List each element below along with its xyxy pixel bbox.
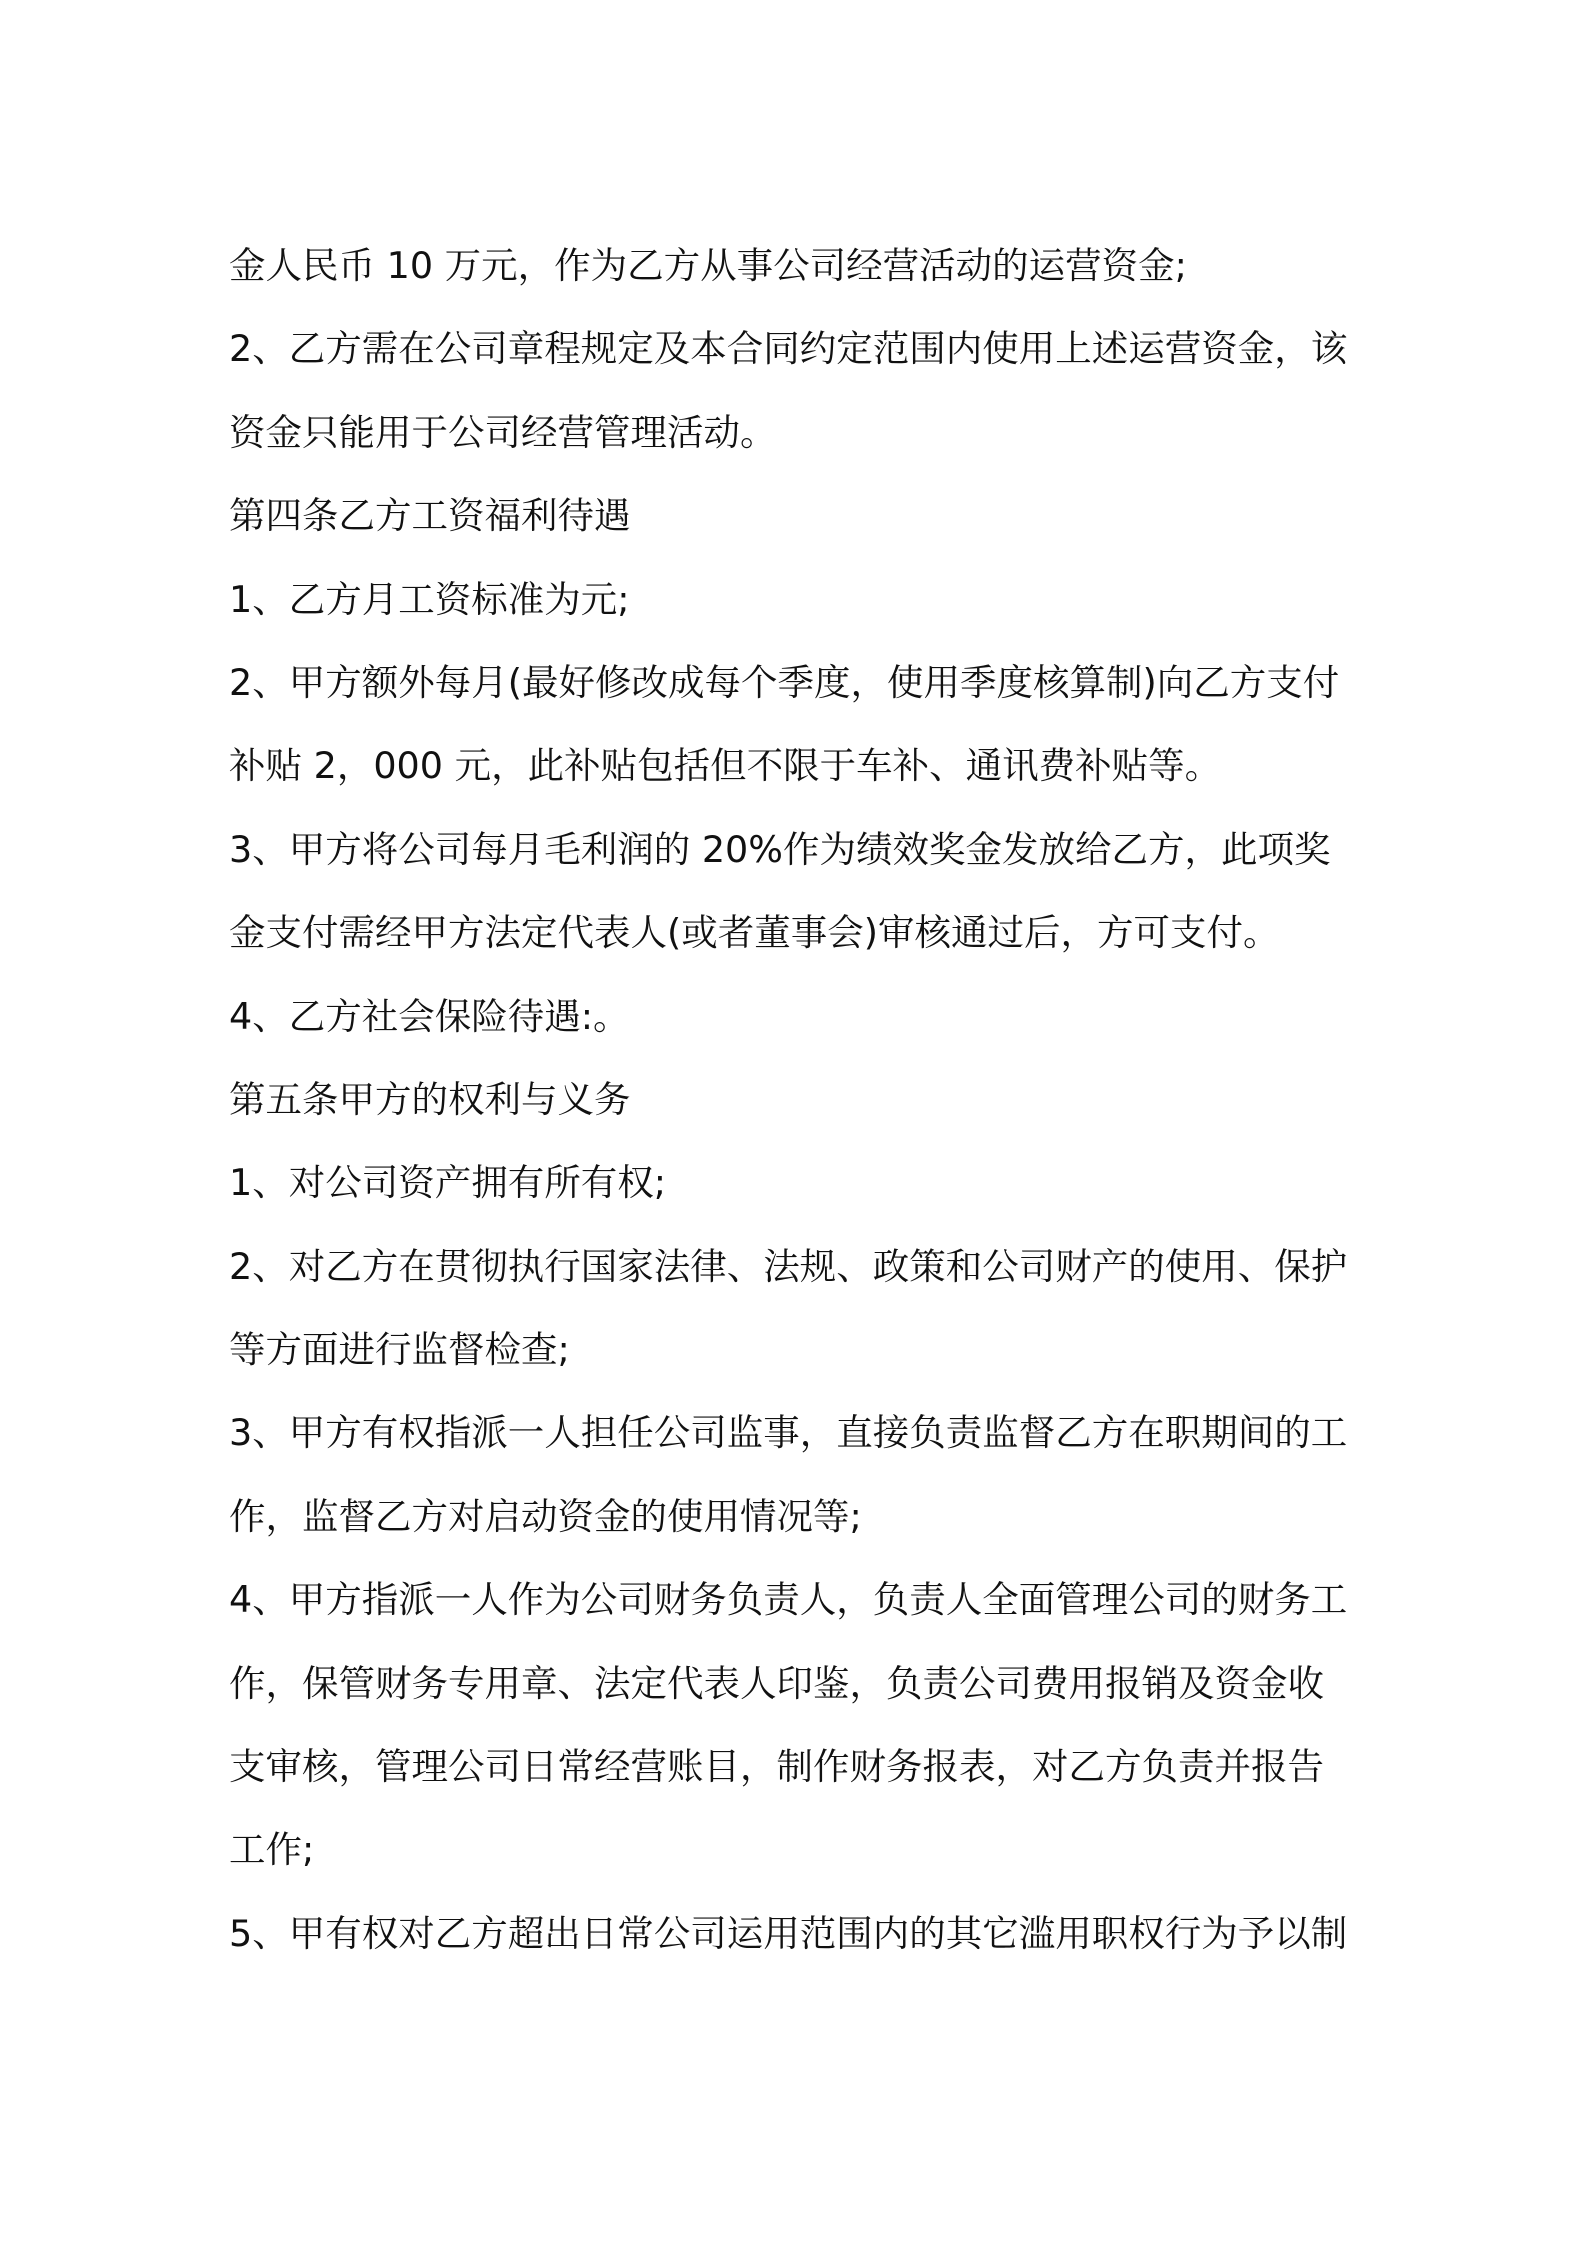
text-line: 金支付需经甲方法定代表人(或者董事会)审核通过后，方可支付。 [229,911,1280,955]
text-line: 2、甲方额外每月(最好修改成每个季度，使用季度核算制)向乙方支付 [229,660,1340,704]
text-line: 5、甲有权对乙方超出日常公司运用范围内的其它滥用职权行为予以制 [229,1911,1348,1955]
text-line: 支审核，管理公司日常经营账目，制作财务报表，对乙方负责并报告 [229,1745,1324,1789]
text-line: 作，监督乙方对启动资金的使用情况等; [229,1494,862,1538]
text-line: 资金只能用于公司经营管理活动。 [229,410,777,454]
text-line: 2、乙方需在公司章程规定及本合同约定范围内使用上述运营资金，该 [229,327,1348,371]
text-line: 1、对公司资产拥有所有权; [229,1161,667,1205]
text-line: 2、对乙方在贯彻执行国家法律、法规、政策和公司财产的使用、保护 [229,1244,1348,1288]
text-line: 补贴 2，000 元，此补贴包括但不限于车补、通讯费补贴等。 [229,744,1222,788]
text-line: 等方面进行监督检查; [229,1328,570,1372]
section-heading: 第四条乙方工资福利待遇 [229,494,631,538]
text-line: 工作; [229,1828,315,1872]
text-line: 作，保管财务专用章、法定代表人印鉴，负责公司费用报销及资金收 [229,1661,1324,1705]
text-line: 4、甲方指派一人作为公司财务负责人，负责人全面管理公司的财务工 [229,1578,1348,1622]
contract-text-block [229,224,1369,1975]
text-line: 4、乙方社会保险待遇:。 [229,994,630,1038]
text-line: 3、甲方有权指派一人担任公司监事，直接负责监督乙方在职期间的工 [229,1411,1348,1455]
text-line: 1、乙方月工资标准为元; [229,577,630,621]
text-line: 金人民币 10 万元，作为乙方从事公司经营活动的运营资金; [229,244,1187,287]
section-heading: 第五条甲方的权利与义务 [229,1077,631,1121]
text-line: 3、甲方将公司每月毛利润的 20%作为绩效奖金发放给乙方，此项奖 [229,827,1331,871]
